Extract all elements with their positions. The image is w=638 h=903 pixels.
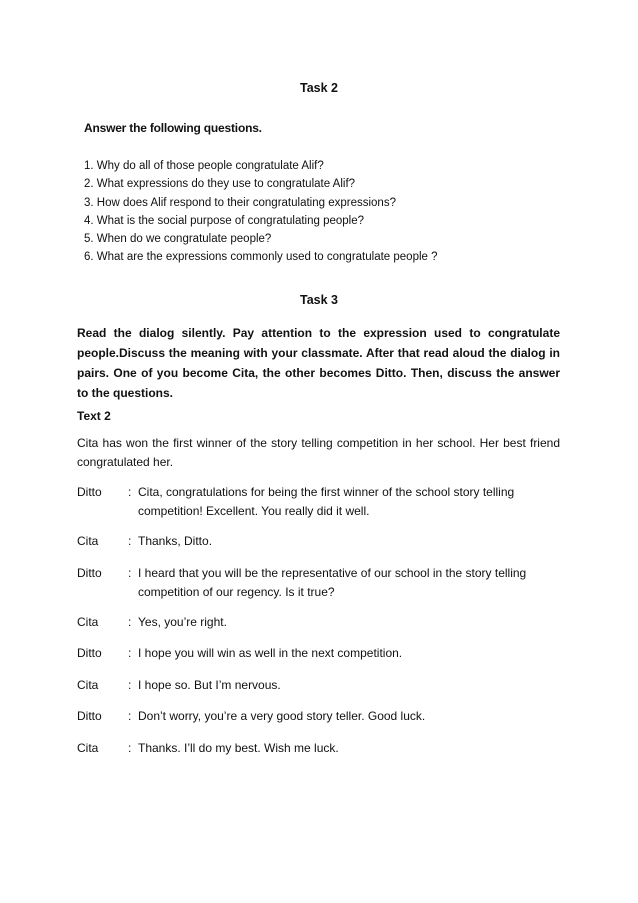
dialog-speaker: Cita (77, 534, 99, 548)
dialog-speaker: Cita (77, 677, 99, 692)
dialog-line: : Thanks. I’ll do my best. Wish me luck. (128, 740, 339, 755)
dialog-speaker: Ditto (77, 646, 102, 660)
dialog-line: : Cita, congratulations for being the first winner of the school story telling competition! Excellent. You really did it well. (128, 485, 515, 518)
task-3-title: Task 3 (300, 293, 338, 307)
question-list (84, 157, 438, 267)
question-item: 5. When do we congratulate people? (84, 233, 272, 246)
text-heading: Text 2 (77, 409, 111, 423)
dialog-speaker: Cita (77, 740, 99, 755)
dialog-turn (77, 676, 560, 695)
question-item: 6. What are the expressions commonly used to congratulate people ? (84, 251, 438, 264)
question-item: 4. What is the social purpose of congratulating people? (84, 214, 365, 227)
question-item: 3. How does Alif respond to their congratulating expressions? (84, 196, 396, 209)
dialog-speaker: Ditto (77, 709, 102, 723)
dialog-line: : Don’t worry, you’re a very good story teller. Good luck. (128, 709, 426, 723)
dialog-speaker: Ditto (77, 565, 102, 580)
dialog-line: : Yes, you’re right. (128, 614, 227, 629)
question-item: 2. What expressions do they use to congratulate Alif? (84, 178, 356, 191)
task-2-instruction: Answer the following questions. (84, 121, 262, 135)
dialog-turn (77, 483, 560, 521)
dialog-speaker: Cita (77, 614, 99, 629)
dialog (77, 483, 560, 770)
dialog-turn (77, 564, 560, 602)
dialog-turn (77, 532, 560, 551)
dialog-line: : Thanks, Ditto. (128, 534, 213, 548)
task-3-instruction: Read the dialog silently. Pay attention to the expression used to congratulate people.Discuss the meaning with your classmate. After that read aloud the dialog in pairs. One of you become Cita, the other becomes Ditto. Then, discuss the answer to the questions. (77, 326, 560, 400)
text-intro: Cita has won the first winner of the story telling competition in her school. Her best friend congratulated her. (77, 436, 560, 469)
dialog-line: : I hope you will win as well in the next competition. (128, 646, 403, 660)
question-item: 1. Why do all of those people congratulate Alif? (84, 160, 324, 172)
dialog-line: : I hope so. But I’m nervous. (128, 677, 281, 692)
dialog-turn (77, 739, 560, 758)
dialog-turn (77, 644, 560, 663)
dialog-turn (77, 707, 560, 726)
task-2-title: Task 2 (300, 81, 338, 95)
dialog-line: : I heard that you will be the representative of our school in the story telling competition of our regency. Is it true? (128, 565, 527, 599)
dialog-speaker: Ditto (77, 485, 102, 499)
dialog-turn (77, 613, 560, 632)
